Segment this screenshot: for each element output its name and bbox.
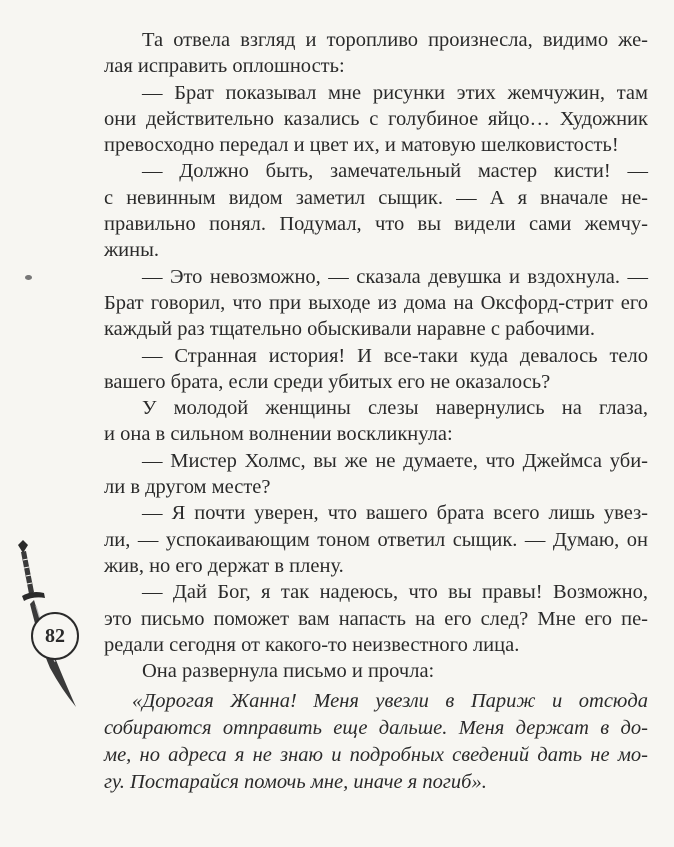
text-line: Она развернула письмо и прочла: [142,660,435,683]
text-line: — Я почти уверен, что вашего брата всего лишь увез- [142,502,648,525]
text-line: — Должно быть, замечательный мастер кисти! — [142,160,648,183]
text-line: ли в другом месте? [104,476,271,499]
text-line: жив, но его держат в плену. [104,554,344,577]
text-line: У молодой женщины слезы навернулись на глаза, [142,397,648,420]
text-line: они действительно казались с голубиное яйцо… Художник [104,107,648,130]
text-line: — Мистер Холмс, вы же не думаете, что Джеймса уби- [142,449,648,472]
text-line: — Это невозможно, — сказала девушка и вздохнула. — [142,265,648,288]
text-line: — Странная история! И все-таки куда девалось тело [142,344,648,367]
text-line: превосходно передал и цвет их, и матовую шелковистость! [104,134,619,157]
text-line: это письмо поможет вам напасть на его след? Мне его пе- [104,607,648,630]
letter-line: ме, но адреса я не знаю и подробных сведений дать не мо- [104,744,648,766]
text-line: ли, — успокаивающим тоном ответил сыщик. — Думаю, он [104,528,648,551]
text-line: Брат говорил, что при выходе из дома на Оксфорд-стрит его [104,291,648,314]
page-number-badge [31,612,79,660]
text-line: жины. [104,239,160,262]
text-line: — Дай Бог, я так надеюсь, что вы правы! Возможно, [142,581,648,604]
text-line: Та отвела взгляд и торопливо произнесла, видимо же- [142,29,648,51]
text-line: — Брат показывал мне рисунки этих жемчужин, там [142,81,648,104]
text-line: лая исправить оплошность: [104,55,345,78]
page-number: 82 [45,624,65,647]
text-line: правильно понял. Подумал, что вы видели сами жемчу- [104,213,648,236]
text-line: каждый раз тщательно обыскивали наравне с рабочими. [104,318,595,341]
letter-quote [104,688,648,796]
text-line: и она в сильном волнении воскликнула: [104,423,453,446]
text-line: редали сегодня от какого-то неизвестного лица. [104,633,520,656]
letter-line: «Дорогая Жанна! Меня увезли в Париж и отсюда [132,690,648,712]
letter-line: гу. Постарайся помочь мне, иначе я погиб». [104,771,487,793]
body-text [104,27,648,684]
letter-line: собираются отправить еще дальше. Меня держат в до- [104,717,648,739]
text-line: с невинным видом заметил сыщик. — А я вначале не- [104,186,648,209]
text-line: вашего брата, если среди убитых его не оказалось? [104,370,551,393]
